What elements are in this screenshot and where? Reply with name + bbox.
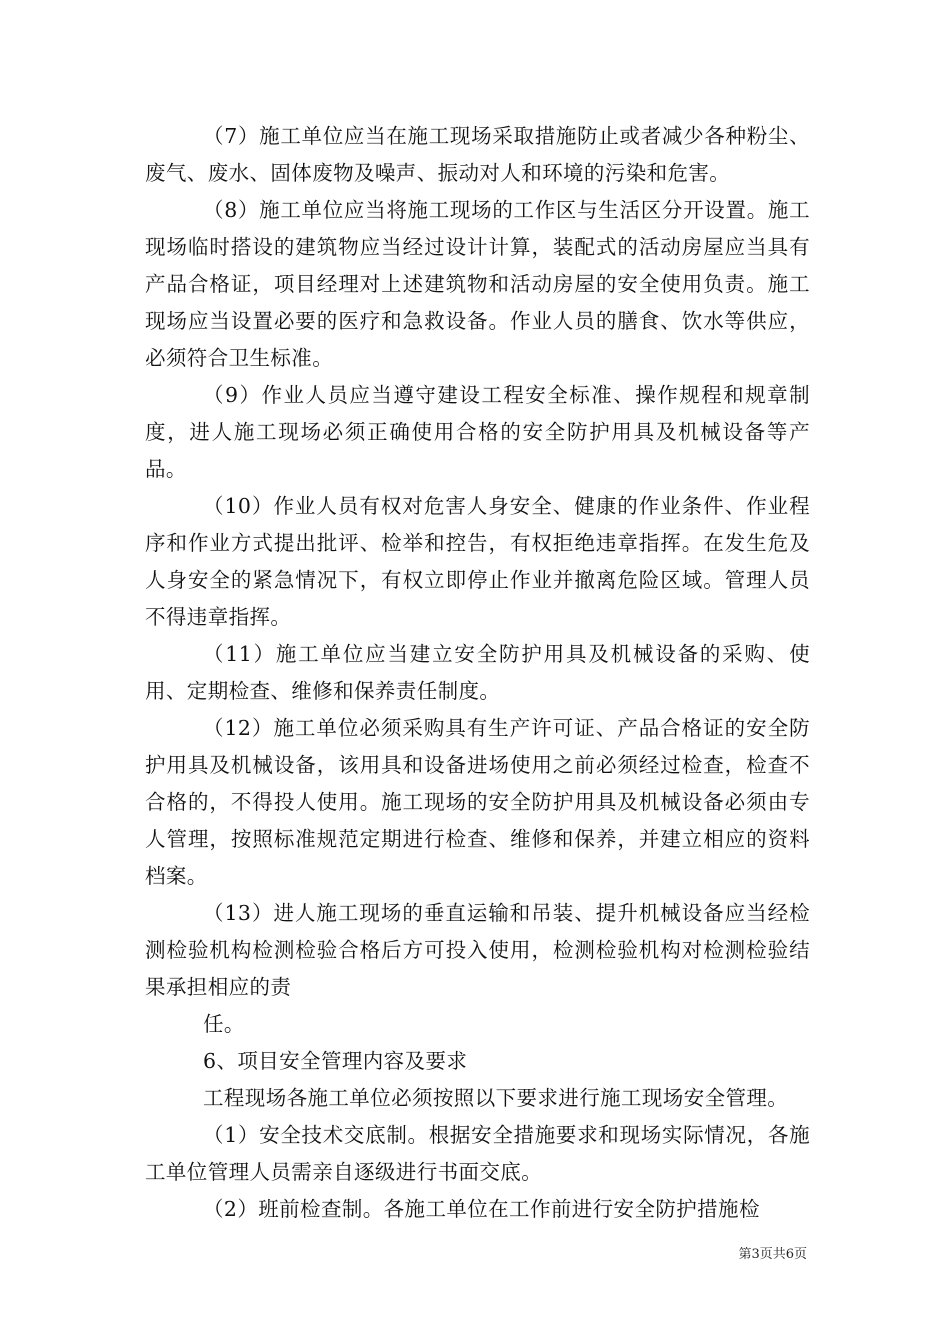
paragraph-item-12: （12）施工单位必须采购具有生产许可证、产品合格证的安全防护用具及机械设备，该用具和设备进场使用之前必须经过检查，检查不合格的，不得投人使用。施工现场的安全防护用具及机械设备必须由专人管理，按照标准规范定期进行检查、维修和保养，并建立相应的资料档案。 xyxy=(145,716,810,888)
paragraph-requirements-intro: 工程现场各施工单位必须按照以下要求进行施工现场安全管理。 xyxy=(203,1086,789,1110)
paragraph-requirement-1: （1）安全技术交底制。根据安全措施要求和现场实际情况，各施工单位管理人员需亲自逐级进行书面交底。 xyxy=(145,1123,810,1184)
section-heading-6: 6、项目安全管理内容及要求 xyxy=(203,1049,468,1073)
page-number-footer: 第3页共6页 xyxy=(738,1247,807,1262)
paragraph-item-8: （8）施工单位应当将施工现场的工作区与生活区分开设置。施工现场临时搭设的建筑物应当经过设计计算，装配式的活动房屋应当具有产品合格证，项目经理对上述建筑物和活动房屋的安全使用负责。施工现场应当设置必要的医疗和急救设备。作业人员的膳食、饮水等供应，必须符合卫生标准。 xyxy=(145,198,810,370)
document-body xyxy=(145,118,810,1228)
paragraph-item-7: （7）施工单位应当在施工现场采取措施防止或者减少各种粉尘、废气、废水、固体废物及噪声、振动对人和环境的污染和危害。 xyxy=(145,124,810,185)
paragraph-item-13: （13）进人施工现场的垂直运输和吊装、提升机械设备应当经检测检验机构检测检验合格后方可投入使用，检测检验机构对检测检验结果承担相应的责 xyxy=(145,901,810,999)
paragraph-item-10: （10）作业人员有权对危害人身安全、健康的作业条件、作业程序和作业方式提出批评、检举和控告，有权拒绝违章指挥。在发生危及人身安全的紧急情况下，有权立即停止作业并撤离危险区域。管理人员不得违章指挥。 xyxy=(145,494,810,629)
paragraph-continuation: 任。 xyxy=(203,1012,245,1036)
paragraph-item-11: （11）施工单位应当建立安全防护用具及机械设备的采购、使用、定期检查、维修和保养责任制度。 xyxy=(145,642,810,703)
paragraph-requirement-2: （2）班前检查制。各施工单位在工作前进行安全防护措施检 xyxy=(203,1197,760,1221)
paragraph-item-9: （9）作业人员应当遵守建设工程安全标准、操作规程和规章制度，进人施工现场必须正确使用合格的安全防护用具及机械设备等产品。 xyxy=(145,383,810,481)
